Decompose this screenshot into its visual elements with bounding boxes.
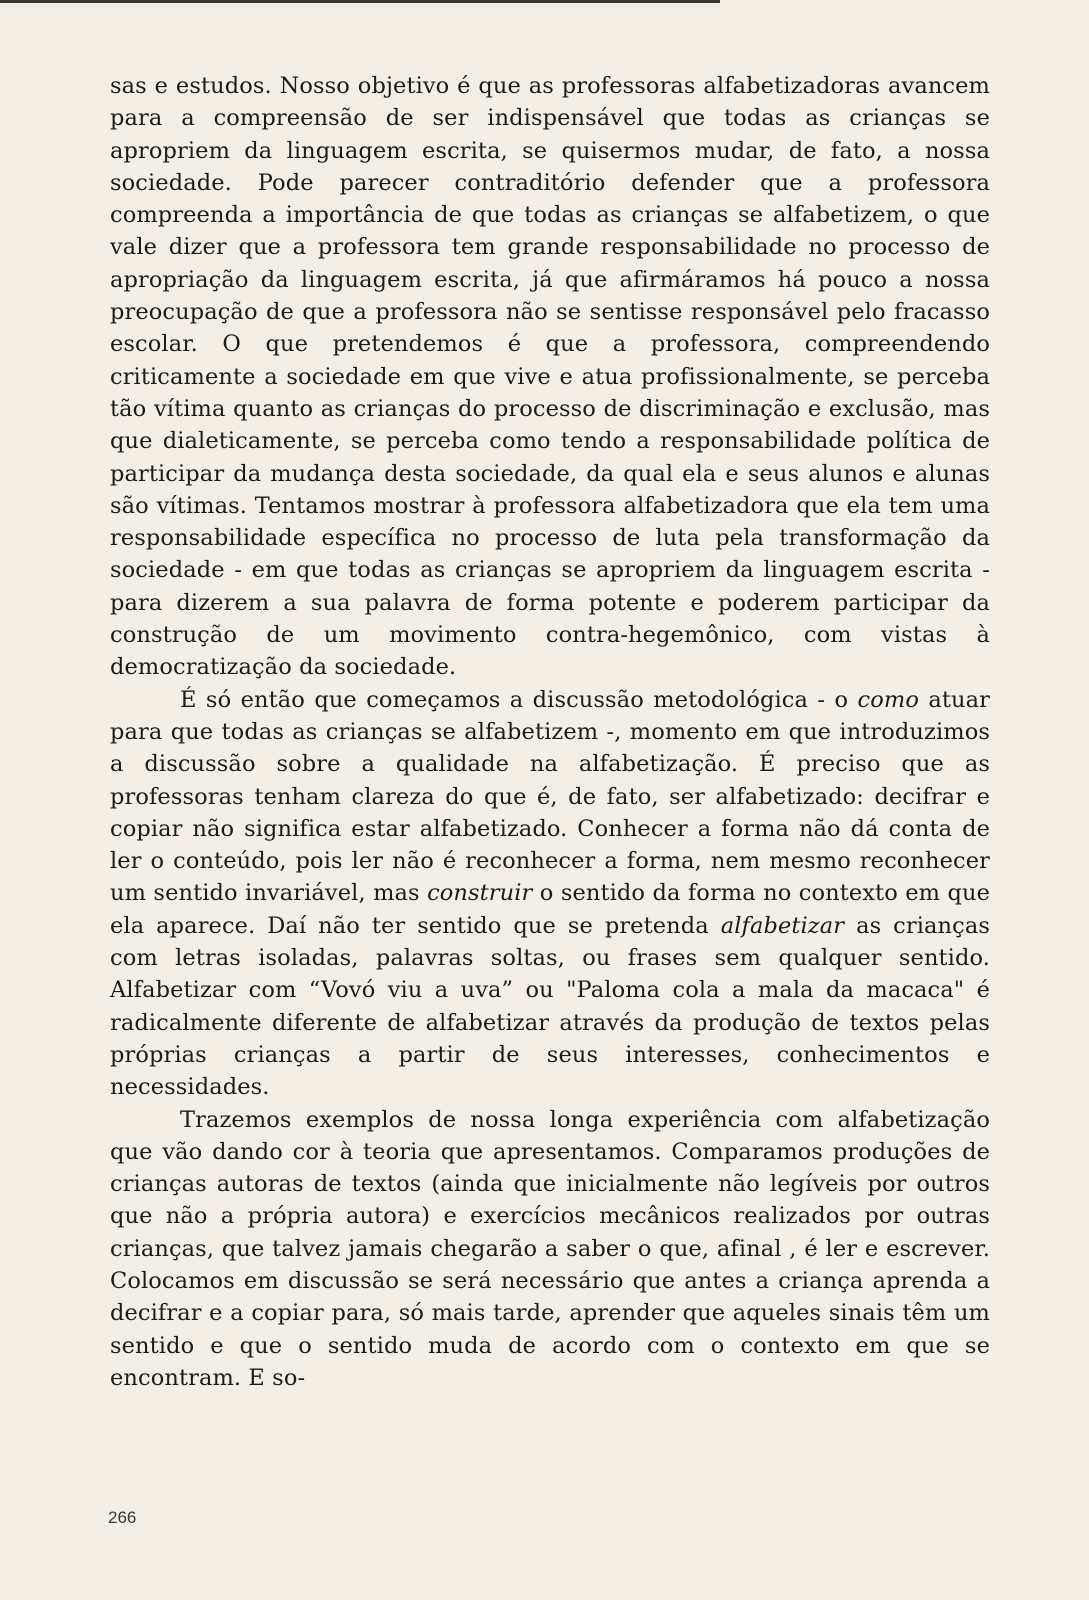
- paragraph-2: [110, 684, 990, 1104]
- paragraph-3: [110, 1104, 990, 1395]
- text-segment: o sentido da forma no contexto em que ela aparece. Daí não ter sentido que se pretenda: [110, 880, 990, 939]
- italic-text: alfabetizar: [720, 912, 845, 939]
- italic-text: construir: [427, 880, 533, 907]
- italic-text: como: [857, 686, 919, 713]
- text-segment: as crianças com letras isoladas, palavras soltas, ou frases sem qualquer sentido. Alfabetizar com “Vovó viu a uva” ou "Paloma cola a mala da macaca" é radicalmente diferente de alfabetizar através da produção de textos pelas próprias crianças a partir de seus interesses, conhecimentos e necessidades.: [110, 912, 990, 1101]
- text-segment: sas e estudos. Nosso objetivo é que as professoras alfabetizadoras avancem para a compreensão de ser indispensável que todas as crianças se apropriem da linguagem escrita, se quisermos mudar, de fato, a nossa sociedade. Pode parecer contraditório defender que a professora compreenda a importância de que todas as crianças se alfabetizem, o que vale dizer que a professora tem grande responsabilidade no processo de apropriação da linguagem escrita, já que afirmáramos há pouco a nossa preocupação de que a professora não se sentisse responsável pelo fracasso escolar. O que pretendemos é que a professora, compreendendo criticamente a sociedade em que vive e atua profissionalmente, se perceba tão vítima quanto as crianças do processo de discriminação e exclusão, mas que dialeticamente, se perceba como tendo a responsabilidade política de participar da mudança desta sociedade, da qual ela e seus alunos e alunas são vítimas. Tentamos mostrar à professora alfabetizadora que ela tem uma responsabilidade específica no processo de luta pela transformação da sociedade - em que todas as crianças se apropriem da linguagem escrita - para dizerem a sua palavra de forma potente e poderem participar da construção de um movimento contra-hegemônico, com vistas à democratização da sociedade.: [110, 73, 990, 681]
- page-number: 266: [108, 1508, 137, 1527]
- text-segment: Trazemos exemplos de nossa longa experiência com alfabetização que vão dando cor à teoria que apresentamos. Comparamos produções de crianças autoras de textos (ainda que inicialmente não legíveis por outros que não a própria autora) e exercícios mecânicos realizados por outras crianças, que talvez jamais chegarão a saber o que, afinal , é ler e escrever. Colocamos em discussão se será necessário que antes a criança aprenda a decifrar e a copiar para, só mais tarde, aprender que aqueles sinais têm um sentido e que o sentido muda de acordo com o contexto em que se encontram. E so-: [110, 1106, 990, 1391]
- page-body: [110, 70, 990, 1394]
- text-segment: atuar para que todas as crianças se alfabetizem -, momento em que introduzimos a discussão sobre a qualidade na alfabetização. É preciso que as professoras tenham clareza do que é, de fato, ser alfabetizado: decifrar e copiar não significa estar alfabetizado. Conhecer a forma não dá conta de ler o conteúdo, pois ler não é reconhecer a forma, nem mesmo reconhecer um sentido invariável, mas: [110, 686, 990, 907]
- text-segment: É só então que começamos a discussão metodológica - o: [180, 686, 858, 713]
- paragraph-1: [110, 70, 990, 684]
- page-top-edge: [0, 0, 720, 3]
